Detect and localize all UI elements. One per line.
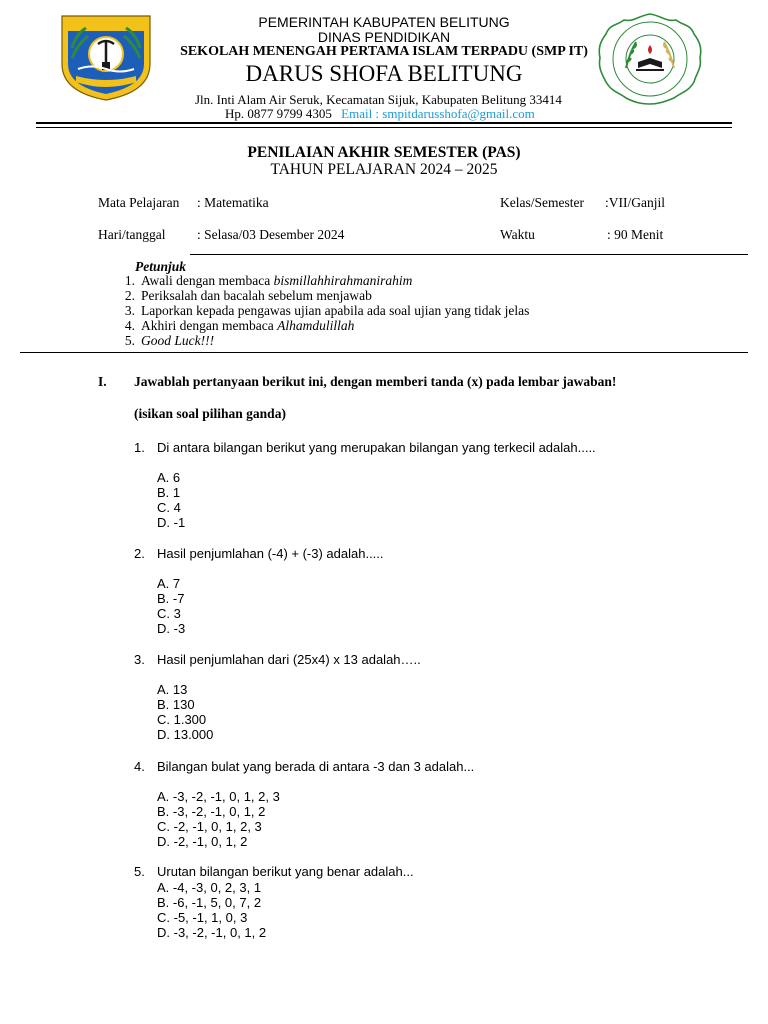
instruction-num: 4. <box>124 318 135 333</box>
instruction-text: Periksalah dan bacalah sebelum menjawab <box>141 288 372 303</box>
question-text: Di antara bilangan berikut yang merupakan bilangan yang terkecil adalah..... <box>157 440 596 455</box>
option-a: A. -4, -3, 0, 2, 3, 1 <box>157 880 262 895</box>
section-subtitle: (isikan soal pilihan ganda) <box>134 406 286 421</box>
option-b: B. -7 <box>157 591 185 606</box>
option-a: A. 6 <box>157 470 181 485</box>
question-4-options <box>157 789 280 849</box>
instruction-item <box>108 333 214 349</box>
instruction-text: Awali dengan membaca <box>141 273 274 288</box>
instruction-item <box>108 318 354 334</box>
instruction-num: 3. <box>124 303 135 318</box>
instruction-text: Akhiri dengan membaca <box>141 318 278 333</box>
option-c: C. 3 <box>157 606 181 621</box>
instruction-italic: Alhamdulillah <box>277 318 355 333</box>
option-d: D. -3, -2, -1, 0, 1, 2 <box>157 925 267 940</box>
question-number: 5. <box>134 864 145 879</box>
meta-divider <box>190 254 748 255</box>
instruction-item <box>108 288 372 304</box>
option-b: B. -6, -1, 5, 0, 7, 2 <box>157 895 262 910</box>
option-c: C. -5, -1, 1, 0, 3 <box>157 910 248 925</box>
option-b: B. -3, -2, -1, 0, 1, 2 <box>157 804 266 819</box>
subject-value: : Matematika <box>197 195 269 210</box>
date-value: : Selasa/03 Desember 2024 <box>197 227 345 242</box>
header-contact <box>225 106 535 122</box>
exam-title: PENILAIAN AKHIR SEMESTER (PAS) <box>247 144 521 161</box>
section-number: I. <box>98 374 107 389</box>
question-number: 2. <box>134 546 145 561</box>
header-school-type: SEKOLAH MENENGAH PERTAMA ISLAM TERPADU (SMP IT) <box>180 44 588 59</box>
option-b: B. 130 <box>157 697 195 712</box>
instruction-italic: bismillahhirahmanirahim <box>273 273 413 288</box>
option-d: D. -3 <box>157 621 186 636</box>
option-a: A. -3, -2, -1, 0, 1, 2, 3 <box>157 789 280 804</box>
instruction-num: 5. <box>124 333 135 348</box>
question-1 <box>134 440 596 455</box>
header-divider-thick <box>36 122 732 124</box>
instructions-title: Petunjuk <box>135 259 187 274</box>
question-text: Hasil penjumlahan dari (25x4) x 13 adalah….. <box>157 652 421 667</box>
option-d: D. -2, -1, 0, 1, 2 <box>157 834 248 849</box>
date-label: Hari/tanggal <box>98 227 166 242</box>
header-phone: Hp. 0877 9799 4305 <box>225 106 332 121</box>
question-text: Hasil penjumlahan (-4) + (-3) adalah..... <box>157 546 384 561</box>
instructions-divider <box>20 352 748 353</box>
instruction-num: 2. <box>124 288 135 303</box>
option-d: D. 13.000 <box>157 727 214 742</box>
header-agency: DINAS PENDIDIKAN <box>317 29 451 45</box>
question-1-options <box>157 470 185 530</box>
question-5 <box>134 864 414 879</box>
instruction-text: Laporkan kepada pengawas ujian apabila ada soal ujian yang tidak jelas <box>141 303 530 318</box>
option-d: D. -1 <box>157 515 186 530</box>
header-school-name: DARUS SHOFA BELITUNG <box>245 61 523 86</box>
question-text: Bilangan bulat yang berada di antara -3 dan 3 adalah... <box>157 759 475 774</box>
option-c: C. 1.300 <box>157 712 207 727</box>
question-3-options <box>157 682 213 742</box>
header-divider-thin <box>36 127 732 128</box>
section-title: Jawablah pertanyaan berikut ini, dengan memberi tanda (x) pada lembar jawaban! <box>134 374 617 389</box>
class-label: Kelas/Semester <box>500 195 584 210</box>
header-government: PEMERINTAH KABUPATEN BELITUNG <box>258 14 510 30</box>
time-value: : 90 Menit <box>607 227 664 242</box>
question-2 <box>134 546 384 561</box>
subject-label: Mata Pelajaran <box>98 195 180 210</box>
option-b: B. 1 <box>157 485 181 500</box>
option-a: A. 7 <box>157 576 181 591</box>
instruction-item <box>108 273 412 289</box>
time-label: Waktu <box>500 227 535 242</box>
question-number: 4. <box>134 759 145 774</box>
option-a: A. 13 <box>157 682 188 697</box>
question-4 <box>134 759 474 774</box>
question-3 <box>134 652 421 667</box>
question-number: 3. <box>134 652 145 667</box>
exam-year: TAHUN PELAJARAN 2024 – 2025 <box>270 161 498 178</box>
question-text: Urutan bilangan berikut yang benar adalah... <box>157 864 414 879</box>
question-2-options <box>157 576 185 636</box>
instruction-italic: Good Luck!!! <box>141 333 215 348</box>
class-value: :VII/Ganjil <box>605 195 665 210</box>
question-5-options <box>157 880 266 940</box>
question-number: 1. <box>134 440 145 455</box>
instruction-num: 1. <box>124 273 135 288</box>
option-c: C. -2, -1, 0, 1, 2, 3 <box>157 819 262 834</box>
header-address: Jln. Inti Alam Air Seruk, Kecamatan Sijuk, Kabupaten Belitung 33414 <box>195 92 562 107</box>
header-email: Email : smpitdarusshofa@gmail.com <box>341 106 535 121</box>
instruction-item <box>108 303 529 319</box>
option-c: C. 4 <box>157 500 181 515</box>
